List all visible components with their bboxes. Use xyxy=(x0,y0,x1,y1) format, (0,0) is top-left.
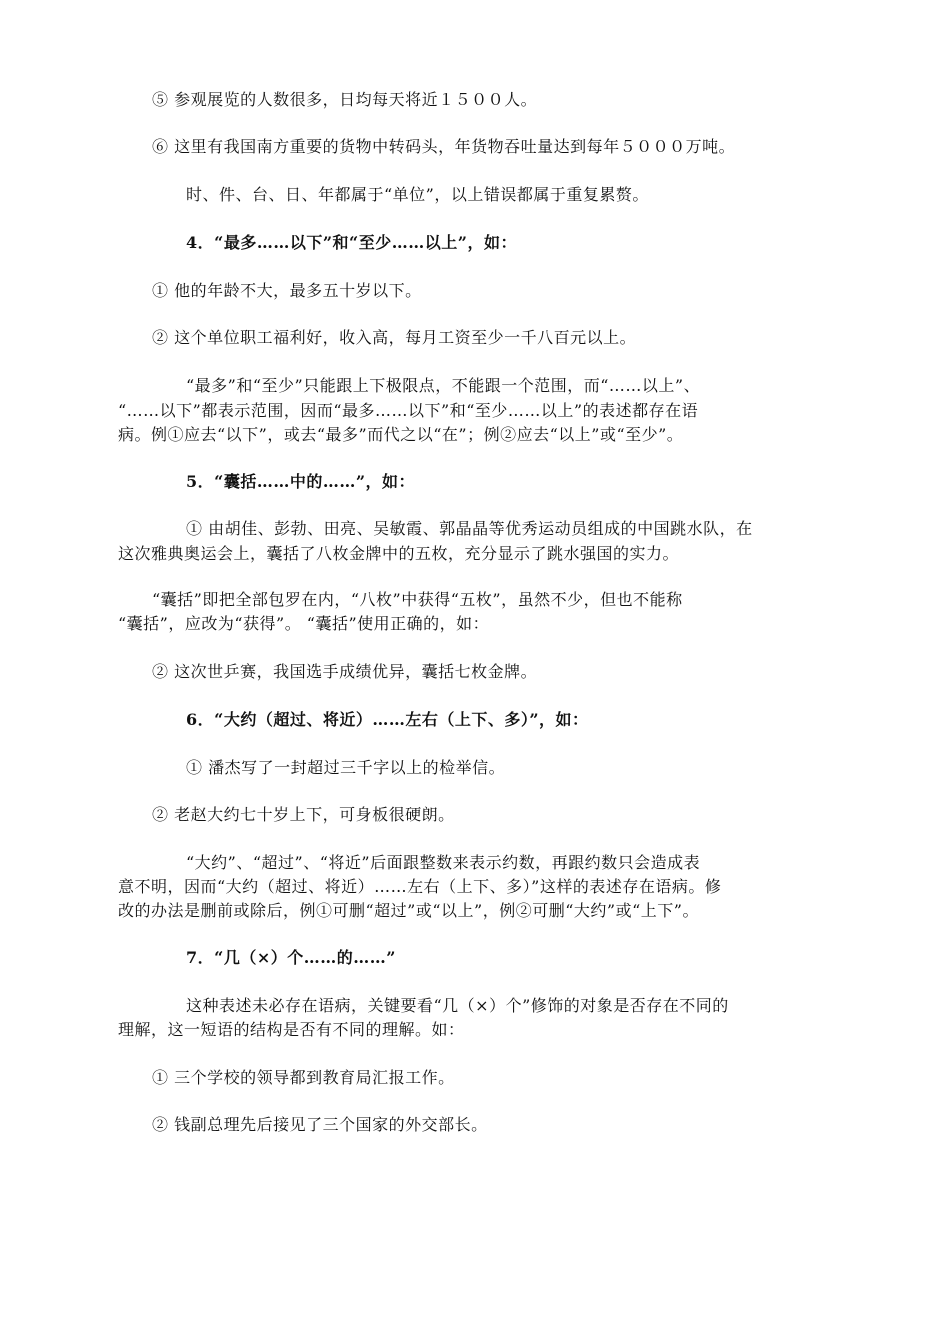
example-line: ② 钱副总理先后接见了三个国家的外交部长。 xyxy=(152,1115,488,1134)
body-paragraph-line: 改的办法是删前或除后，例①可删“超过”或“以上”，例②可删“大约”或“上下”。 xyxy=(118,901,699,920)
body-paragraph-line: 时、件、台、日、年都属于“单位”，以上错误都属于重复累赘。 xyxy=(186,185,649,204)
body-paragraph-line: 病。例①应去“以下”，或去“最多”而代之以“在”；例②应去“以上”或“至少”。 xyxy=(118,425,684,444)
body-paragraph-line: 意不明，因而“大约（超过、将近）……左右（上下、多）”这样的表述存在语病。修 xyxy=(118,877,722,896)
body-paragraph-line: “囊括”即把全部包罗在内，“八枚”中获得“五枚”，虽然不少，但也不能称 xyxy=(152,590,683,609)
section-heading-4: 4．“最多……以下”和“至少……以上”，如： xyxy=(186,233,517,252)
example-line: ⑥ 这里有我国南方重要的货物中转码头，年货物吞吐量达到每年５０００万吨。 xyxy=(152,137,736,156)
section-heading-6: 6．“大约（超过、将近）……左右（上下、多）”，如： xyxy=(186,710,589,729)
body-paragraph-line: “囊括”，应改为“获得”。 “囊括”使用正确的，如： xyxy=(118,614,490,633)
example-line: ⑤ 参观展览的人数很多，日均每天将近１５００人。 xyxy=(152,90,538,109)
body-paragraph-line: “……以下”都表示范围，因而“最多……以下”和“至少……以上”的表述都存在语 xyxy=(118,401,699,420)
example-line: 这次雅典奥运会上，囊括了八枚金牌中的五枚，充分显示了跳水强国的实力。 xyxy=(118,544,680,563)
section-heading-5: 5．“囊括……中的……”，如： xyxy=(186,472,416,491)
example-line: ① 由胡佳、彭勃、田亮、吴敏霞、郭晶晶等优秀运动员组成的中国跳水队，在 xyxy=(186,519,753,538)
body-paragraph-line: “最多”和“至少”只能跟上下极限点，不能跟一个范围，而“……以上”、 xyxy=(186,376,701,395)
body-paragraph-line: 理解，这一短语的结构是否有不同的理解。如： xyxy=(118,1020,465,1039)
example-line: ① 潘杰写了一封超过三千字以上的检举信。 xyxy=(186,758,506,777)
example-line: ① 三个学校的领导都到教育局汇报工作。 xyxy=(152,1068,455,1087)
section-heading-7: 7．“几（×）个……的……” xyxy=(186,948,396,967)
body-paragraph-line: 这种表述未必存在语病，关键要看“几（×）个”修饰的对象是否存在不同的 xyxy=(186,996,729,1015)
example-line: ② 这次世乒赛，我国选手成绩优异，囊括七枚金牌。 xyxy=(152,662,538,681)
example-line: ① 他的年龄不大，最多五十岁以下。 xyxy=(152,281,422,300)
body-paragraph-line: “大约”、“超过”、“将近”后面跟整数来表示约数，再跟约数只会造成表 xyxy=(186,853,701,872)
example-line: ② 这个单位职工福利好，收入高，每月工资至少一千八百元以上。 xyxy=(152,328,637,347)
example-line: ② 老赵大约七十岁上下，可身板很硬朗。 xyxy=(152,805,455,824)
